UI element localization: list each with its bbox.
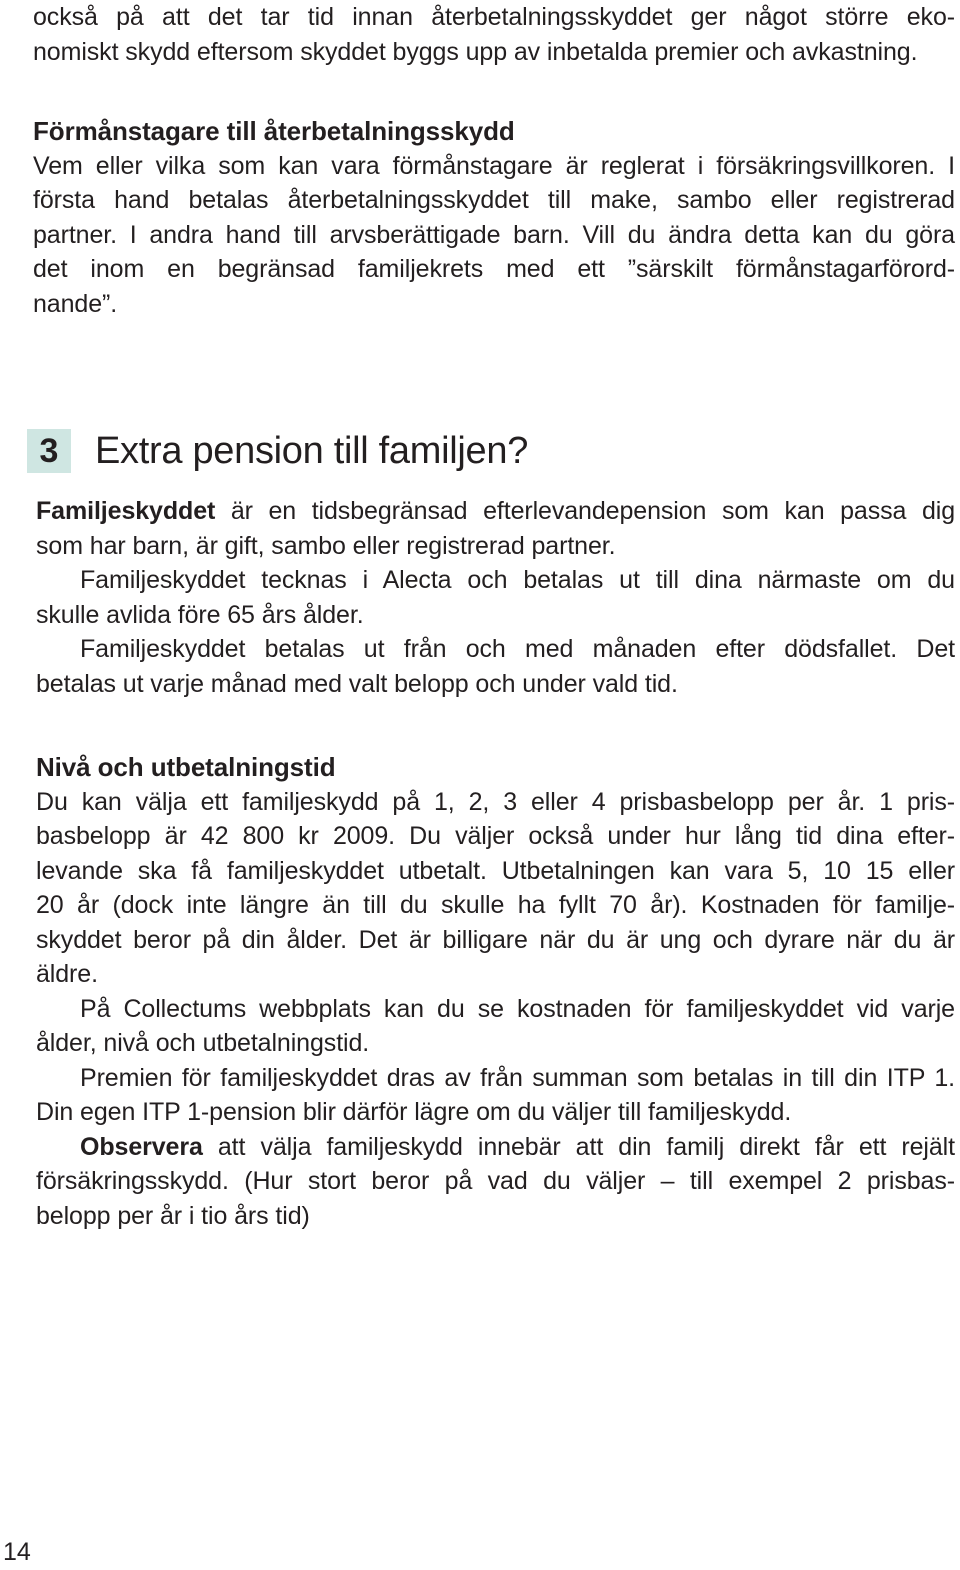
level-line-3: levande ska få familjeskyddet utbetalt. Utbetalningen kan vara 5, 10 15 eller: [36, 856, 955, 885]
intro-line-2: nomiskt skydd eftersom skyddet byggs upp av inbetalda premier och avkastning.: [33, 37, 918, 66]
beneficiary-line-1: Vem eller vilka som kan vara förmånstagare är reglerat i försäkringsvillkoren. I: [33, 151, 955, 180]
intro-line-1: också på att det tar tid innan återbetalningsskyddet ger något större eko-: [33, 3, 955, 31]
beneficiary-line-5: nande”.: [33, 289, 118, 318]
level-line-10: Din egen ITP 1-pension blir därför lägre om du väljer till familjeskydd.: [36, 1098, 792, 1126]
level-line-13: belopp per år i tio års tid): [36, 1201, 310, 1230]
page-number: 14: [3, 1538, 31, 1566]
family-line-5: Familjeskyddet betalas ut från och med månaden efter dödsfallet. Det: [80, 635, 955, 663]
level-heading: Nivå och utbetalningstid: [36, 752, 336, 782]
intro-paragraph: [33, 0, 955, 69]
section-title: Extra pension till familjen?: [95, 429, 529, 472]
family-line-1: [36, 494, 955, 529]
family-line-3: Familjeskyddet tecknas i Alecta och betalas ut till dina närmaste om du: [80, 566, 955, 594]
level-line-2: basbelopp är 42 800 kr 2009. Du väljer också under hur lång tid dina efter-: [36, 822, 955, 850]
level-line-5: skyddet beror på din ålder. Det är billigare när du är ung och dyrare när du är: [36, 925, 955, 954]
level-line-11-text: att välja familjeskydd innebär att din familj direkt får ett rejält: [202, 1132, 955, 1161]
family-line-4: skulle avlida före 65 års ålder.: [36, 600, 364, 629]
family-protection-section: [36, 494, 955, 701]
beneficiary-heading: Förmånstagare till återbetalningsskydd: [33, 116, 515, 146]
beneficiary-line-2: första hand betalas återbetalningsskyddet till make, sambo eller registrerad: [33, 186, 955, 214]
section-3-header: [27, 428, 528, 474]
observe-term: Observera: [80, 1132, 203, 1161]
family-lead-term: Familjeskyddet: [36, 497, 216, 525]
level-line-8: ålder, nivå och utbetalningstid.: [36, 1029, 370, 1057]
level-line-6: äldre.: [36, 960, 98, 988]
family-line-6: betalas ut varje månad med valt belopp och under vald tid.: [36, 669, 678, 698]
level-line-7: På Collectums webbplats kan du se kostnaden för familjeskyddet vid varje: [80, 994, 955, 1023]
level-line-12: försäkringsskydd. (Hur stort beror på vad du väljer – till exempel 2 prisbas-: [36, 1167, 955, 1195]
level-line-11: [36, 1130, 955, 1165]
section-number-badge: 3: [27, 429, 71, 473]
beneficiary-line-3: partner. I andra hand till arvsberättigade barn. Vill du ändra detta kan du göra: [33, 220, 955, 249]
family-line-1-text: är en tidsbegränsad efterlevandepension som kan passa dig: [215, 497, 955, 525]
level-line-1: Du kan välja ett familjeskydd på 1, 2, 3 eller 4 prisbasbelopp per år. 1 pris-: [36, 787, 955, 816]
level-line-9: Premien för familjeskyddet dras av från summan som betalas in till din ITP 1.: [80, 1063, 955, 1092]
beneficiary-section: [33, 114, 955, 321]
family-line-2: som har barn, är gift, sambo eller registrerad partner.: [36, 531, 616, 560]
beneficiary-line-4: det inom en begränsad familjekrets med ett ”särskilt förmånstagarförord-: [33, 255, 955, 283]
level-line-4: 20 år (dock inte längre än till du skulle ha fyllt 70 år). Kostnaden för familje-: [36, 891, 955, 919]
level-section: [36, 750, 955, 1233]
